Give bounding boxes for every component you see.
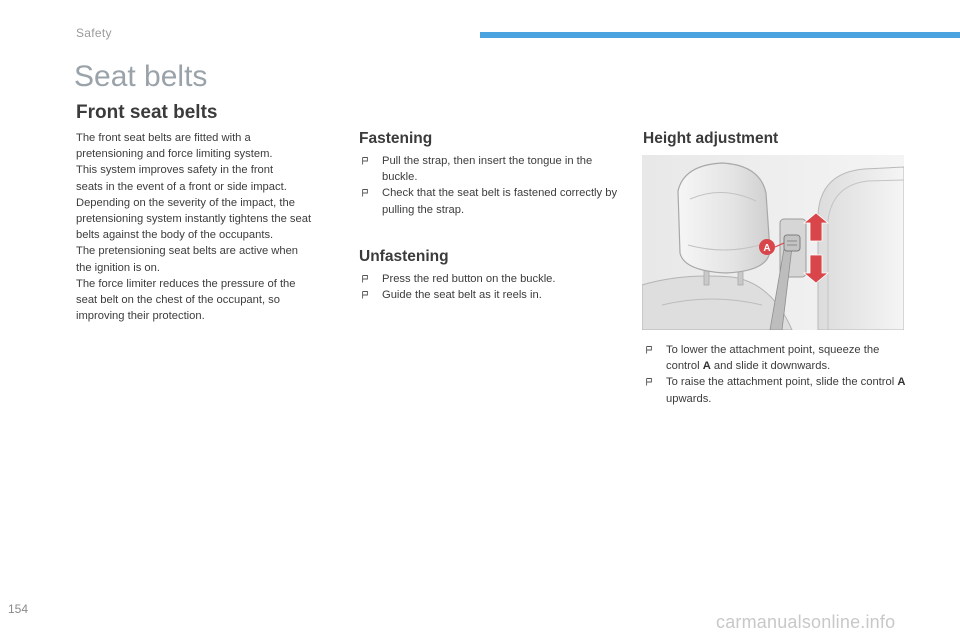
list-item-text-post: upwards. (666, 392, 712, 405)
list-item-text: Check that the seat belt is fastened correctly by pulling the strap. (382, 187, 618, 216)
page-number: 154 (8, 602, 29, 616)
watermark: carmanualsonline.info (716, 612, 896, 632)
fastening-heading: Fastening (359, 130, 433, 147)
height-adjustment-heading: Height adjustment (643, 130, 779, 147)
list-item-text-post: and slide it downwards. (710, 360, 831, 373)
intro-line: The pretensioning seat belts are active when (76, 245, 299, 258)
list-item (643, 342, 913, 374)
section-subtitle: Front seat belts (76, 102, 218, 123)
intro-line: pretensioning system instantly tightens the seat (76, 213, 312, 226)
list-item (359, 287, 619, 303)
list-item (359, 271, 619, 287)
seat-belt-height-illustration (642, 155, 904, 330)
checkbox-flag-icon (646, 378, 652, 386)
intro-line: seats in the event of a front or side impact. (76, 180, 287, 193)
checkbox-flag-icon (362, 157, 368, 165)
list-item-text: Pull the strap, then insert the tongue in the buckle. (382, 155, 593, 184)
intro-line: pretensioning and force limiting system. (76, 148, 273, 161)
intro-line: The front seat belts are fitted with a (76, 132, 251, 144)
height-adjustment-list (643, 342, 913, 407)
intro-line: belts against the body of the occupants. (76, 229, 274, 242)
figure-label-a: A (763, 243, 771, 254)
intro-line: The force limiter reduces the pressure of the (76, 277, 296, 290)
unfastening-heading: Unfastening (359, 248, 449, 265)
intro-text (76, 130, 348, 324)
control-a-ref: A (702, 360, 711, 373)
unfastening-list (359, 271, 619, 303)
intro-line: seat belt on the chest of the occupant, so (76, 294, 280, 307)
checkbox-flag-icon (362, 189, 368, 197)
list-item (359, 153, 619, 185)
section-label: Safety (76, 26, 112, 40)
checkbox-flag-icon (362, 275, 368, 283)
list-item-text-pre: To lower the attachment point, squeeze the control (666, 344, 880, 373)
list-item-text: Guide the seat belt as it reels in. (382, 289, 542, 302)
page-title: Seat belts (74, 60, 208, 93)
checkbox-flag-icon (362, 291, 368, 299)
list-item-text: Press the red button on the buckle. (382, 273, 556, 285)
control-a-ref: A (897, 376, 906, 389)
intro-line: improving their protection. (76, 310, 205, 323)
list-item-text-pre: To raise the attachment point, slide the control (666, 376, 898, 389)
seat-belt-drawing (642, 155, 904, 330)
intro-line: This system improves safety in the front (76, 164, 274, 177)
section-accent-bar (480, 32, 960, 38)
intro-line: the ignition is on. (76, 261, 160, 274)
intro-line: Depending on the severity of the impact, the (76, 196, 295, 209)
checkbox-flag-icon (646, 346, 652, 354)
list-item (643, 374, 913, 406)
list-item (359, 185, 619, 217)
fastening-list (359, 153, 619, 218)
